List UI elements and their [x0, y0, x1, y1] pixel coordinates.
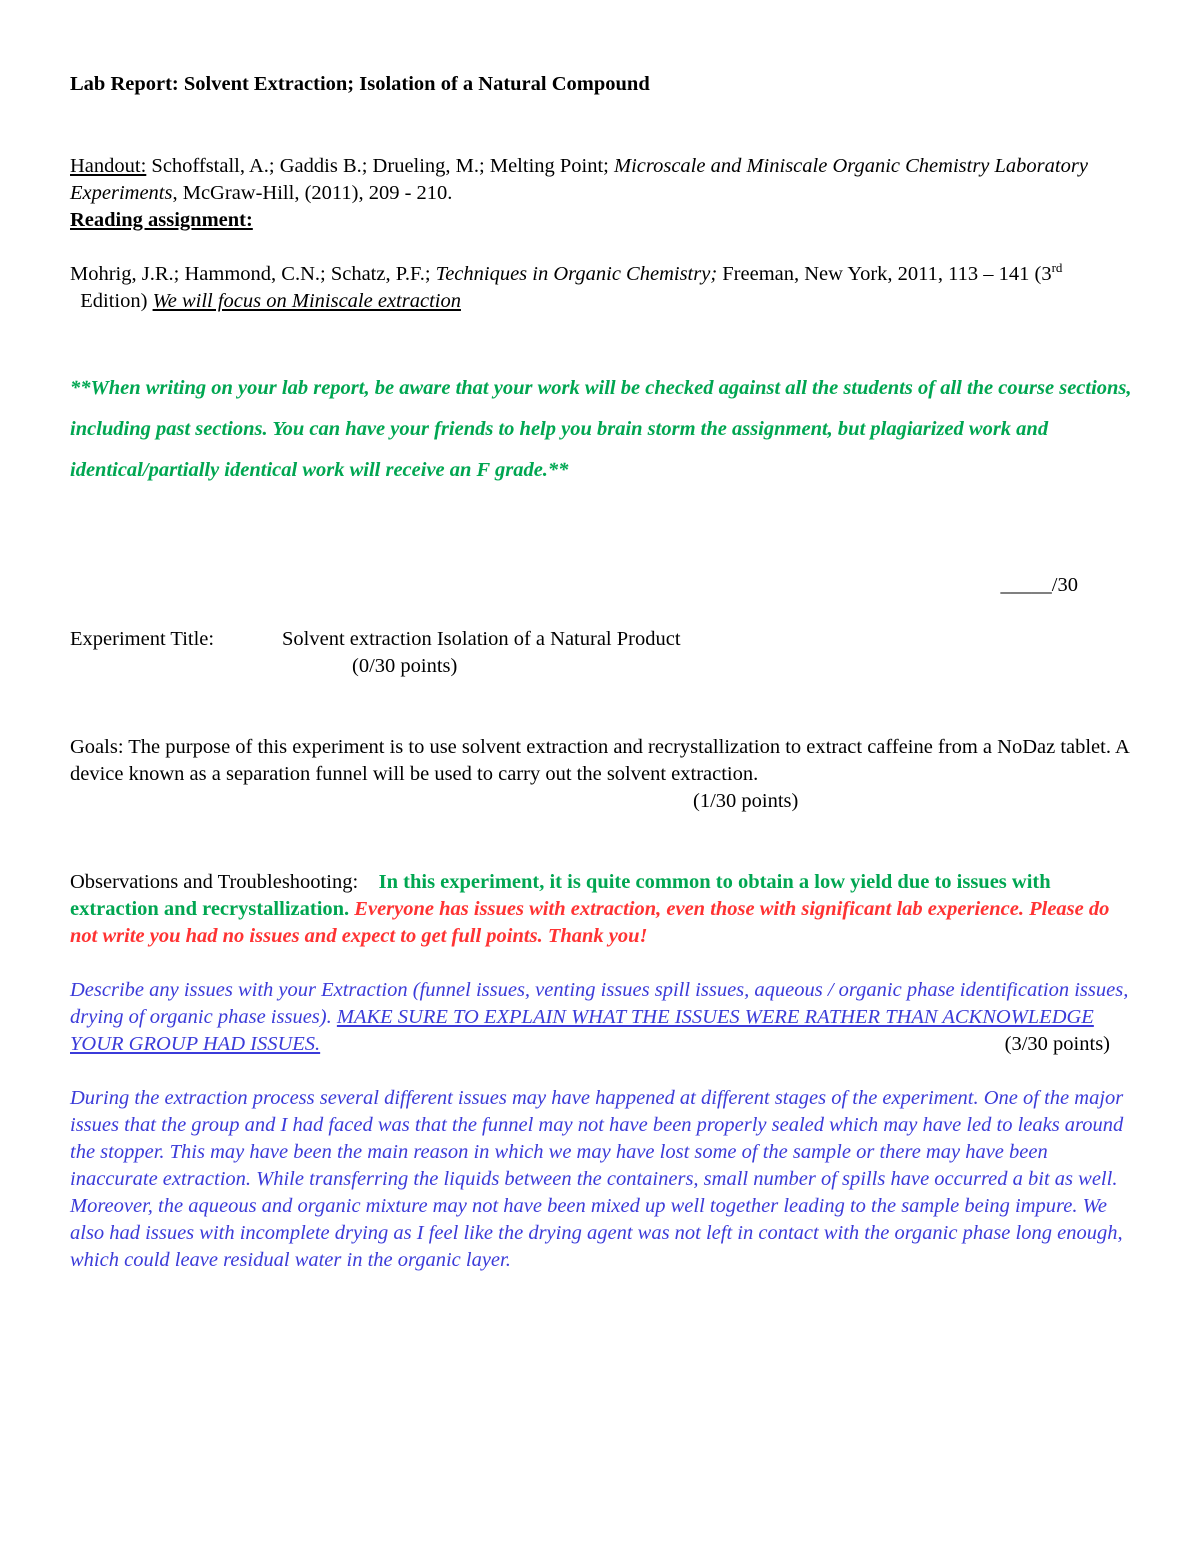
experiment-title-value: Solvent extraction Isolation of a Natural Product: [282, 628, 681, 650]
experiment-title-label: Experiment Title:: [70, 628, 215, 650]
experiment-title-points: (0/30 points): [352, 655, 458, 677]
experiment-title-row: [70, 626, 1135, 653]
describe-points: (3/30 points): [1004, 1033, 1110, 1055]
handout-publisher: , McGraw-Hill, (2011), 209 - 210.: [172, 182, 453, 204]
mohrig-publisher: Freeman, New York, 2011, 113 – 141 (3: [717, 263, 1052, 285]
describe-emphasis: MAKE SURE TO EXPLAIN WHAT THE ISSUES WERE RATHER THAN ACKNOWLEDGE YOUR GROUP HAD ISSUES.: [70, 1006, 1094, 1055]
handout-label: Handout:: [70, 155, 147, 177]
observations-section: [70, 869, 1135, 950]
observations-green-note: In this experiment, it is quite common to obtain a low yield due to issues with extraction and recrystallization.: [70, 871, 1051, 920]
mohrig-edition: Edition): [70, 290, 153, 312]
goals-points: (1/30 points): [693, 790, 799, 812]
goals-paragraph: Goals: The purpose of this experiment is to use solvent extraction and recrystallization to extract caffeine from a NoDaz tablet. A device known as a separation funnel will be used to carry out the solvent extraction.: [70, 736, 1129, 785]
observations-label: Observations and Troubleshooting:: [70, 871, 359, 893]
report-title: Lab Report: Solvent Extraction; Isolation of a Natural Compound: [70, 73, 650, 95]
mohrig-book-title: Techniques in Organic Chemistry;: [435, 263, 718, 285]
describe-text: Describe any issues with your Extraction (funnel issues, venting issues spill issues, aqueous / organic phase identification issues, drying of organic phase issues).: [70, 979, 1129, 1028]
mohrig-edition-superscript: rd: [1051, 260, 1063, 276]
student-answer: During the extraction process several different issues may have happened at different stages of the experiment. One of the major issues that the group and I had faced was that the funnel may not have been properly sealed which may have led to leaks around the stopper. This may have been the main reason in which we may have lost some of the sample or there may have been inaccurate extraction. While transferring the liquids between the containers, small number of spills have occurred a bit as well. Moreover, the aqueous and organic mixture may not have been mixed up well together leading to the sample being impure. We also had issues with incomplete drying as I feel like the drying agent was not left in contact with the organic phase long enough, which could leave residual water in the organic layer.: [70, 1087, 1124, 1271]
handout-authors: Schoffstall, A.; Gaddis B.; Drueling, M.; Melting Point;: [146, 155, 615, 177]
handout-book-title: Microscale and Miniscale Organic Chemistry Laboratory Experiments: [70, 155, 1088, 204]
mohrig-authors: Mohrig, J.R.; Hammond, C.N.; Schatz, P.F.;: [70, 263, 436, 285]
mohrig-focus-note: We will focus on Miniscale extraction: [152, 290, 461, 312]
total-score-blank: _____/30: [1000, 574, 1078, 596]
plagiarism-warning: **When writing on your lab report, be aware that your work will be checked against all the students of all the course sections, including past sections. You can have your friends to help you brain storm the assignment, but plagiarized work and identical/partially identical work will receive an F grade.**: [70, 377, 1132, 481]
mohrig-citation: [70, 261, 1135, 315]
handout-citation: [70, 153, 1135, 207]
observations-red-note: Everyone has issues with extraction, even those with significant lab experience. Please do not write you had no issues and expect to get full points. Thank you!: [70, 898, 1110, 947]
reading-assignment-heading: Reading assignment:: [70, 209, 253, 231]
